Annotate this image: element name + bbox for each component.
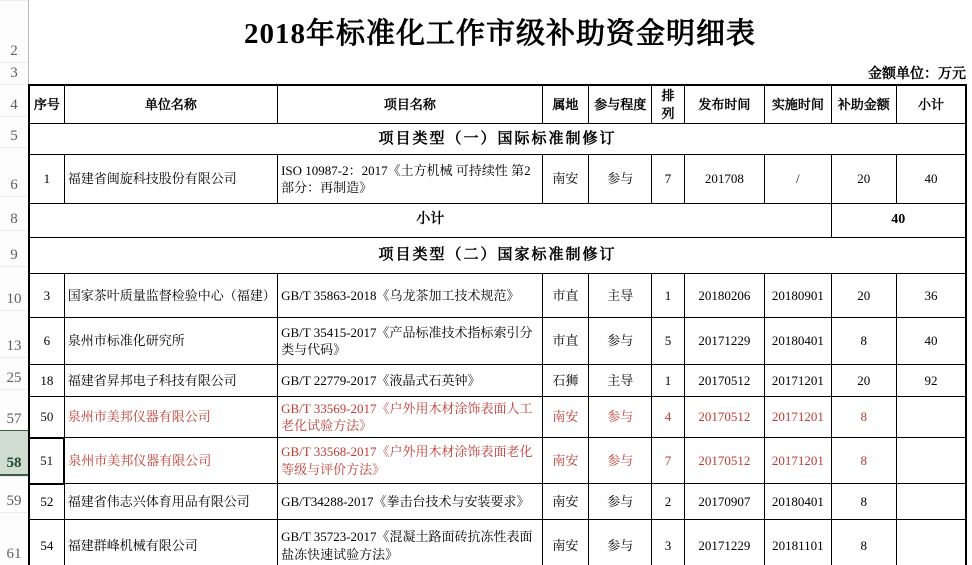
cell-amount[interactable]: 20 bbox=[831, 155, 896, 204]
cell-project[interactable]: ISO 10987-2：2017《土方机械 可持续性 第2部分：再制造》 bbox=[278, 155, 543, 204]
cell-amount[interactable]: 8 bbox=[831, 318, 896, 365]
row-header[interactable]: 13 bbox=[0, 310, 28, 357]
section-title[interactable]: 项目类型（二）国家标准制修订 bbox=[29, 238, 966, 274]
cell-area[interactable]: 南安 bbox=[542, 155, 588, 204]
cell-pub[interactable]: 20170512 bbox=[684, 397, 765, 438]
cell-org[interactable]: 福建省昇邦电子科技有限公司 bbox=[64, 365, 277, 397]
cell-rank[interactable]: 1 bbox=[652, 365, 684, 397]
table-row bbox=[29, 484, 966, 520]
section-row-international bbox=[29, 124, 966, 155]
cell-impl[interactable]: 20171201 bbox=[765, 365, 831, 397]
cell-amount[interactable]: 20 bbox=[831, 365, 896, 397]
col-header-subtotal[interactable]: 小计 bbox=[896, 85, 966, 124]
row-header[interactable]: 5 bbox=[0, 116, 28, 147]
cell-rank[interactable]: 7 bbox=[652, 438, 684, 484]
cell-amount[interactable]: 8 bbox=[831, 520, 896, 565]
subtotal-label[interactable]: 小计 bbox=[29, 204, 831, 238]
cell-rank[interactable]: 7 bbox=[652, 155, 684, 204]
cell-area[interactable]: 南安 bbox=[542, 484, 588, 520]
col-header-seq[interactable]: 序号 bbox=[29, 85, 64, 124]
cell-org[interactable]: 福建省伟志兴体育用品有限公司 bbox=[64, 484, 277, 520]
cell-area[interactable]: 石狮 bbox=[542, 365, 588, 397]
cell-rank[interactable]: 5 bbox=[652, 318, 684, 365]
cell-seq[interactable]: 54 bbox=[29, 520, 64, 565]
cell-pub[interactable]: 20180206 bbox=[684, 274, 765, 318]
cell-subtotal[interactable]: 92 bbox=[896, 365, 966, 397]
cell-impl[interactable]: 20180401 bbox=[765, 318, 831, 365]
cell-seq[interactable]: 6 bbox=[29, 318, 64, 365]
cell-subtotal[interactable] bbox=[896, 397, 966, 438]
cell-role[interactable]: 参与 bbox=[589, 520, 652, 565]
table-row bbox=[29, 365, 966, 397]
cell-area[interactable]: 市直 bbox=[542, 274, 588, 318]
cell-seq[interactable]: 52 bbox=[29, 484, 64, 520]
col-header-project[interactable]: 项目名称 bbox=[278, 85, 543, 124]
cell-rank[interactable]: 4 bbox=[652, 397, 684, 438]
cell-org[interactable]: 国家茶叶质量监督检验中心（福建） bbox=[64, 274, 277, 318]
cell-pub[interactable]: 20171229 bbox=[684, 318, 765, 365]
cell-impl[interactable]: / bbox=[765, 155, 831, 204]
col-header-rank[interactable]: 排列 bbox=[652, 85, 684, 124]
subtotal-row bbox=[29, 204, 966, 238]
cell-role[interactable]: 参与 bbox=[589, 438, 652, 484]
cell-role[interactable]: 参与 bbox=[589, 484, 652, 520]
cell-pub[interactable]: 20171229 bbox=[684, 520, 765, 565]
row-header[interactable]: 4 bbox=[0, 84, 28, 116]
table-header-row bbox=[29, 85, 966, 124]
row-header[interactable]: 2 bbox=[0, 0, 28, 62]
cell-impl[interactable]: 20171201 bbox=[765, 397, 831, 438]
cell-org[interactable]: 泉州市美邦仪器有限公司 bbox=[64, 438, 277, 484]
cell-area[interactable]: 市直 bbox=[542, 318, 588, 365]
cell-pub[interactable]: 201708 bbox=[684, 155, 765, 204]
col-header-impl[interactable]: 实施时间 bbox=[765, 85, 831, 124]
cell-role[interactable]: 主导 bbox=[589, 274, 652, 318]
cell-subtotal[interactable]: 40 bbox=[896, 155, 966, 204]
cell-subtotal[interactable]: 40 bbox=[896, 318, 966, 365]
col-header-org[interactable]: 单位名称 bbox=[64, 85, 277, 124]
cell-org[interactable]: 泉州市美邦仪器有限公司 bbox=[64, 397, 277, 438]
cell-impl[interactable]: 20180401 bbox=[765, 484, 831, 520]
col-header-pub[interactable]: 发布时间 bbox=[684, 85, 765, 124]
cell-seq[interactable]: 1 bbox=[29, 155, 64, 204]
cell-impl[interactable]: 20181101 bbox=[765, 520, 831, 565]
section-title[interactable]: 项目类型（一）国际标准制修订 bbox=[29, 124, 966, 155]
cell-org[interactable]: 福建群峰机械有限公司 bbox=[64, 520, 277, 565]
cell-rank[interactable]: 3 bbox=[652, 520, 684, 565]
cell-pub[interactable]: 20170907 bbox=[684, 484, 765, 520]
row-header[interactable]: 3 bbox=[0, 62, 28, 84]
table-row bbox=[29, 520, 966, 565]
cell-subtotal[interactable] bbox=[896, 520, 966, 565]
cell-seq[interactable]: 50 bbox=[29, 397, 64, 438]
cell-project[interactable]: GB/T 35863-2018《乌龙茶加工技术规范》 bbox=[278, 274, 543, 318]
row-header[interactable]: 25 bbox=[0, 357, 28, 389]
table-row-highlighted bbox=[29, 438, 966, 484]
cell-impl[interactable]: 20171201 bbox=[765, 438, 831, 484]
subsidy-table bbox=[28, 84, 967, 565]
cell-amount[interactable]: 8 bbox=[831, 438, 896, 484]
row-header-selected[interactable]: 58 bbox=[0, 430, 28, 476]
row-header[interactable]: 8 bbox=[0, 196, 28, 230]
cell-seq[interactable]: 18 bbox=[29, 365, 64, 397]
table-row bbox=[29, 318, 966, 365]
cell-amount[interactable]: 8 bbox=[831, 397, 896, 438]
cell-rank[interactable]: 1 bbox=[652, 274, 684, 318]
cell-role[interactable]: 主导 bbox=[589, 365, 652, 397]
section-row-national bbox=[29, 238, 966, 274]
cell-project[interactable]: GB/T 33569-2017《户外用木材涂饰表面人工老化试验方法》 bbox=[278, 397, 543, 438]
table-row-highlighted bbox=[29, 397, 966, 438]
sheet-title[interactable]: 2018年标准化工作市级补助资金明细表 bbox=[243, 17, 756, 50]
col-header-role[interactable]: 参与程度 bbox=[589, 85, 652, 124]
cell-role[interactable]: 参与 bbox=[589, 318, 652, 365]
sheet-content bbox=[28, 0, 972, 565]
cell-area[interactable]: 南安 bbox=[542, 520, 588, 565]
col-header-amount[interactable]: 补助金额 bbox=[831, 85, 896, 124]
row-header[interactable]: 61 bbox=[0, 512, 28, 565]
cell-pub[interactable]: 20170512 bbox=[684, 365, 765, 397]
row-header[interactable]: 9 bbox=[0, 230, 28, 266]
row-header[interactable]: 57 bbox=[0, 389, 28, 430]
subtotal-value[interactable]: 40 bbox=[831, 204, 966, 238]
cell-area[interactable]: 南安 bbox=[542, 438, 588, 484]
cell-project[interactable]: GB/T 35415-2017《产品标准技术指标索引分类与代码》 bbox=[278, 318, 543, 365]
cell-role[interactable]: 参与 bbox=[589, 397, 652, 438]
cell-pub[interactable]: 20170512 bbox=[684, 438, 765, 484]
cell-role[interactable]: 参与 bbox=[589, 155, 652, 204]
cell-amount[interactable]: 8 bbox=[831, 484, 896, 520]
cell-seq[interactable]: 3 bbox=[29, 274, 64, 318]
cell-amount[interactable]: 20 bbox=[831, 274, 896, 318]
cell-org[interactable]: 泉州市标准化研究所 bbox=[64, 318, 277, 365]
cell-subtotal[interactable]: 36 bbox=[896, 274, 966, 318]
row-header[interactable]: 59 bbox=[0, 476, 28, 512]
cell-seq-selected[interactable]: 51 bbox=[29, 438, 64, 484]
cell-subtotal[interactable] bbox=[896, 484, 966, 520]
cell-org[interactable]: 福建省闽旋科技股份有限公司 bbox=[64, 155, 277, 204]
cell-subtotal[interactable] bbox=[896, 438, 966, 484]
table-row bbox=[29, 155, 966, 204]
unit-note[interactable]: 金额单位：万元 bbox=[868, 67, 966, 82]
cell-impl[interactable]: 20180901 bbox=[765, 274, 831, 318]
cell-rank[interactable]: 2 bbox=[652, 484, 684, 520]
cell-project[interactable]: GB/T 22779-2017《液晶式石英钟》 bbox=[278, 365, 543, 397]
cell-project[interactable]: GB/T 35723-2017《混凝土路面砖抗冻性表面盐冻快速试验方法》 bbox=[278, 520, 543, 565]
row-header[interactable]: 6 bbox=[0, 147, 28, 196]
cell-project[interactable]: GB/T 33568-2017《户外用木材涂饰表面老化等级与评价方法》 bbox=[278, 438, 543, 484]
col-header-area[interactable]: 属地 bbox=[542, 85, 588, 124]
cell-area[interactable]: 南安 bbox=[542, 397, 588, 438]
cell-project[interactable]: GB/T34288-2017《拳击台技术与安装要求》 bbox=[278, 484, 543, 520]
row-header-gutter bbox=[0, 0, 29, 565]
row-header[interactable]: 10 bbox=[0, 266, 28, 310]
table-row bbox=[29, 274, 966, 318]
